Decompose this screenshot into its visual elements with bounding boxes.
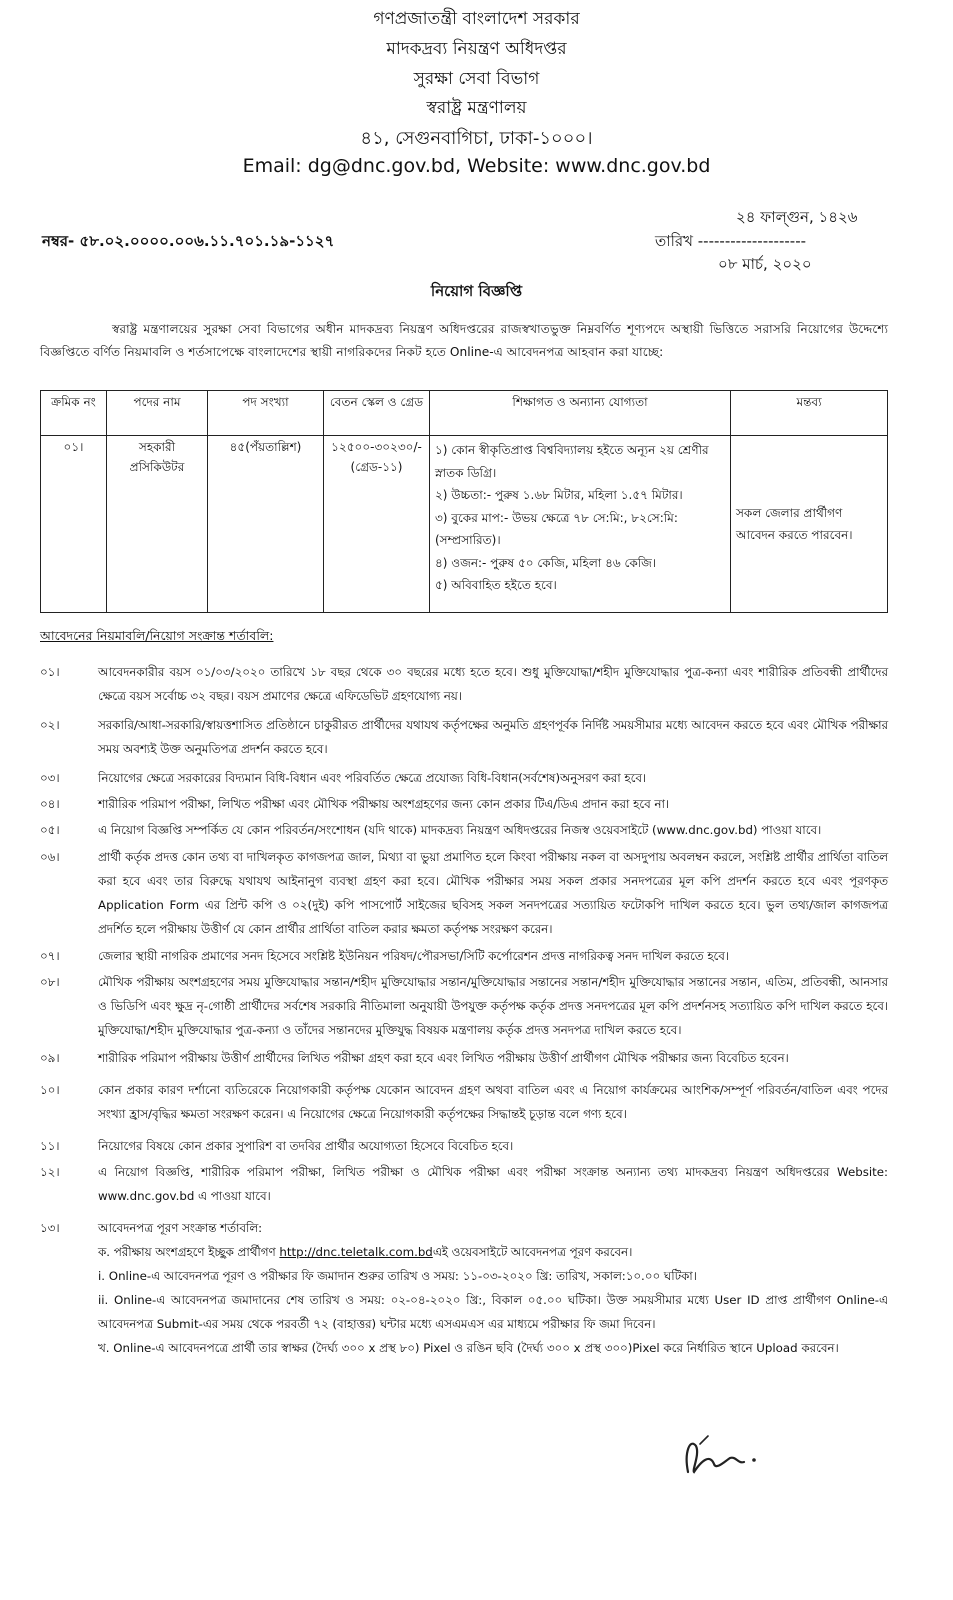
row-qualifications [430,436,731,613]
rule-13-ii: ii. Online-এ আবেদনপত্র জমাদানের শেষ তারিখ ও সময়: ০২-০৪-২০২০ খ্রি:, বিকাল ০৫.০০ ঘটিকা। উক্ত সময়সীমার মধ্যে User ID প্রাপ্ত প্রার্থীগণ Online-এ আবেদনপত্র Submit-এর সময় থেকে পরবর্তী ৭২ (বাহাত্তর) ঘন্টার মধ্যে এসএমএস এর মাধ্যমে পরীক্ষার ফি জমা দিবেন। [98,1293,888,1331]
header-division: সুরক্ষা সেবা বিভাগ [413,69,540,89]
rule-item [40,713,888,761]
row-remarks: সকল জেলার প্রার্থীগণ আবেদন করতে পারবেন। [731,436,888,613]
header-contact: Email: dg@dnc.gov.bd, Website: www.dnc.gov.bd [242,155,711,177]
rule-text: মৌখিক পরীক্ষায় অংশগ্রহণের সময় মুক্তিযোদ্ধার সন্তান/শহীদ মুক্তিযোদ্ধার সন্তান/মুক্তিযোদ্ধার সন্তানের সন্তান/শহীদ মুক্তিযোদ্ধার সন্তানের সন্তান, এতিম, প্রতিবন্ধী, আনসার ও ভিডিপি এবং ক্ষুদ্র নৃ-গোষ্ঠী প্রার্থীদের সর্বশেষ সরকারি নীতিমালা অনুযায়ী উপযুক্ত কর্তৃপক্ষ কর্তৃক প্রদত্ত সনদপত্রের মূল কপি প্রদর্শনসহ সত্যায়িত কপি দাখিল করতে হবে। মুক্তিযোদ্ধা/শহীদ মুক্তিযোদ্ধার পুত্র-কন্যা ও তাঁদের সন্তানদের মুক্তিযুদ্ধ বিষয়ক মন্ত্রণালয় কর্তৃক প্রদত্ত সনদপত্র দাখিল করতে হবে। [98,975,888,1037]
rule-text: প্রার্থী কর্তৃক প্রদত্ত কোন তথ্য বা দাখিলকৃত কাগজপত্র জাল, মিথ্যা বা ভুয়া প্রমাণিত হলে কিংবা পরীক্ষায় নকল বা অসদুপায় অবলম্বন করলে, সংশ্লিষ্ট প্রার্থীর প্রার্থিতা বাতিল করা হবে এবং তার বিরুদ্ধে যথাযথ আইনানুগ ব্যবস্থা গ্রহণ করা হবে। মৌখিক পরীক্ষার সময় সকল প্রকার সনদপত্রের মূল কপি প্রদর্শন করতে হবে এবং পূরণকৃত Application Form এর প্রিন্ট কপি ও ০২(দুই) কপি পাসপোর্ট সাইজের ছবিসহ সকল সনদপত্রের সত্যায়িত ফটোকপি দাখিল করতে হবে। ভুল তথ্য/জাল কাগজপত্র প্রদর্শিত হলে পরীক্ষায় উত্তীর্ণ যে কোন প্রার্থীর প্রার্থিতা বাতিল করার ক্ষমতা কর্তৃপক্ষ সংরক্ষণ করেন। [98,850,888,936]
rule-text: কোন প্রকার কারণ দর্শানো ব্যতিরেকে নিয়োগকারী কর্তৃপক্ষ যেকোন আবেদন গ্রহণ অথবা বাতিল এবং এ নিয়োগ কার্যক্রমের আংশিক/সম্পূর্ণ পরিবর্তন/বাতিল এবং পদের সংখ্যা হ্রাস/বৃদ্ধির ক্ষমতা সংরক্ষণ করেন। এ নিয়োগের ক্ষেত্রে নিয়োগকারী কর্তৃপক্ষের সিদ্ধান্তই চূড়ান্ত বলে গণ্য হবে। [98,1083,888,1121]
rule-number: ০৬। [40,850,60,864]
rule-text: আবেদনকারীর বয়স ০১/০৩/২০২০ তারিখে ১৮ বছর থেকে ৩০ বছরের মধ্যে হতে হবে। শুধু মুক্তিযোদ্ধা/শহীদ মুক্তিযোদ্ধার পুত্র-কন্যা এবং শারীরিক প্রতিবন্ধী প্রার্থীদের ক্ষেত্রে বয়স সর্বোচ্চ ৩২ বছর। বয়স প্রমাণের ক্ষেত্রে এফিডেভিট গ্রহণযোগ্য নয়। [98,665,888,703]
rule-text: এ নিয়োগ বিজ্ঞপ্তি, শারীরিক পরিমাপ পরীক্ষা, লিখিত পরীক্ষা ও মৌখিক পরীক্ষা এবং পরীক্ষা সংক্রান্ত অন্যান্য তথ্য মাদকদ্রব্য নিয়ন্ত্রণ অধিদপ্তরের Website: www.dnc.gov.bd এ পাওয়া যাবে। [98,1165,888,1203]
rule-13-ka [98,1240,888,1264]
rule-text: এ নিয়োগ বিজ্ঞপ্তি সম্পর্কিত যে কোন পরিবর্তন/সংশোধন (যদি থাকে) মাদকদ্রব্য নিয়ন্ত্রণ অধিদপ্তরের নিজস্ব ওয়েবসাইটে (www.dnc.gov.bd) পাওয়া যাবে। [98,823,822,837]
rule-number: ১২। [40,1165,60,1179]
row-count: ৪৫(পঁয়তাল্লিশ) [208,436,324,613]
rule-text: শারীরিক পরিমাপ পরীক্ষায় উত্তীর্ণ প্রার্থীদের লিখিত পরীক্ষা গ্রহণ করা হবে এবং লিখিত পরীক্ষায় উত্তীর্ণ প্রার্থীগণ মৌখিক পরীক্ষার জন্য বিবেচিত হবেন। [98,1051,789,1065]
rule-13-kha: খ. Online-এ আবেদনপত্রে প্রার্থী তার স্বাক্ষর (দৈর্ঘ্য ৩০০ x প্রস্থ ৮০) Pixel ও রঙিন ছবি (দৈর্ঘ্য ৩০০ x প্রস্থ ৩০০)Pixel করে নির্ধারিত স্থানে Upload করবেন। [98,1341,839,1355]
row-scale [324,436,430,613]
row-post: সহকারী প্রসিকিউটর [107,436,208,613]
header-department: মাদকদ্রব্য নিয়ন্ত্রণ অধিদপ্তর [386,39,567,59]
rule-13-body [98,1216,888,1360]
rule-number: ১০। [40,1083,60,1097]
grade-value: (গ্রেড-১১) [350,460,403,474]
rule-13-heading: আবেদনপত্র পূরণ সংক্রান্ত শর্তাবলি: [98,1221,263,1235]
rule-number: ০৩। [40,771,60,785]
rule-item [40,1078,888,1126]
col-scale: বেতন স্কেল ও গ্রেড [324,391,430,436]
qualification-item: ৪) ওজন:- পুরুষ ৫০ কেজি, মহিলা ৪৬ কেজি। [435,555,657,570]
rule-13-ka-prefix: ক. পরীক্ষায় অংশগ্রহণে ইচ্ছুক প্রার্থীগণ [98,1245,276,1259]
rule-number: ০৯। [40,1051,60,1065]
header-ministry: স্বরাষ্ট্র মন্ত্রণালয় [426,98,527,118]
rule-text: জেলার স্থায়ী নাগরিক প্রমাণের সনদ হিসেবে সংশ্লিষ্ট ইউনিয়ন পরিষদ/পৌরসভা/সিটি কর্পোরেশন প্রদত্ত নাগরিকত্ব সনদ দাখিল করতে হবে। [98,949,730,963]
col-serial: ক্রমিক নং [41,391,107,436]
rule-item [40,970,888,1042]
col-count: পদ সংখ্যা [208,391,324,436]
qualification-item: ৫) অবিবাহিত হইতে হবে। [435,578,557,592]
teletalk-link[interactable]: http://dnc.teletalk.com.bd [279,1245,433,1259]
header-govt: গণপ্রজাতন্ত্রী বাংলাদেশ সরকার [373,9,580,29]
post-table [40,390,888,613]
rule-item [40,1160,888,1208]
scale-value: ১২৫০০-৩০২৩০/- [331,440,422,454]
rule-number: ০২। [40,718,60,732]
rule-item-13 [40,1216,888,1360]
rule-number: ০৫। [40,823,60,837]
rule-number: ০৪। [40,797,60,811]
col-post: পদের নাম [107,391,208,436]
rule-item [40,818,888,842]
rule-item [40,845,888,941]
rule-number: ০৮। [40,975,60,989]
notice-title: নিয়োগ বিজ্ঞপ্তি [430,282,523,300]
rules-heading: আবেদনের নিয়মাবলি/নিয়োগ সংক্রান্ত শর্তাবলি: [40,628,274,643]
rule-text: শারীরিক পরিমাপ পরীক্ষা, লিখিত পরীক্ষা এবং মৌখিক পরীক্ষায় অংশগ্রহণের জন্য কোন প্রকার টিএ/ডিএ প্রদান করা হবে না। [98,797,670,811]
rule-13-i: i. Online-এ আবেদনপত্র পূরণ ও পরীক্ষার ফি জমাদান শুরুর তারিখ ও সময়: ১১-০৩-২০২০ খ্রি: তারিখ, সকাল:১০.০০ ঘটিকা। [98,1269,697,1283]
rule-item [40,660,888,708]
rule-item [40,1046,888,1070]
memo-reference: নম্বর- ৫৮.০২.০০০০.০০৬.১১.৭০১.১৯-১১২৭ [42,232,335,250]
memo-date-bangla: ২৪ ফাল্গুন, ১৪২৬ [736,208,858,226]
rule-text: নিয়োগের বিষয়ে কোন প্রকার সুপারিশ বা তদবির প্রার্থীর অযোগ্যতা হিসেবে বিবেচিত হবে। [98,1139,514,1153]
col-remarks: মন্তব্য [731,391,888,436]
intro-paragraph: স্বরাষ্ট্র মন্ত্রণালয়ের সুরক্ষা সেবা বিভাগের অধীন মাদকদ্রব্য নিয়ন্ত্রণ অধিদপ্তরের রাজস্বখাতভুক্ত নিম্নবর্ণিত শূণ্যপদে অস্থায়ী ভিত্তিতে সরাসরি নিয়োগের উদ্দেশ্যে বিজ্ঞপ্তিতে বর্ণিত নিয়মাবলি ও শর্তসাপেক্ষে বাংলাদেশের স্থায়ী নাগরিকদের নিকট হতে Online-এ আবেদনপত্র আহবান করা যাচ্ছে: [40,322,888,359]
table-row [41,436,888,613]
rule-number: ১১। [40,1139,60,1153]
rule-item [40,944,888,968]
rule-number: ০৭। [40,949,60,963]
rule-number: ১৩। [40,1221,60,1235]
memo-date-english: ০৮ মার্চ, ২০২০ [718,255,812,273]
rule-text: সরকারি/আধা-সরকারি/স্বায়ত্তশাসিত প্রতিষ্ঠানে চাকুরীরত প্রার্থীদের যথাযথ কর্তৃপক্ষের অনুমতি গ্রহণপূর্বক নির্দিষ্ট সময়সীমার মধ্যে আবেদন করতে হবে এবং মৌখিক পরীক্ষার সময় অবশ্যই উক্ত অনুমতিপত্র প্রদর্শন করতে হবে। [98,718,888,756]
table-header-row [41,391,888,436]
header-address: ৪১, সেগুনবাগিচা, ঢাকা-১০০০। [360,128,593,149]
rule-text: নিয়োগের ক্ষেত্রে সরকারের বিদ্যমান বিধি-বিধান এবং পরিবর্তিত ক্ষেত্রে প্রযোজ্য বিধি-বিধান(সর্বশেষ)অনুসরণ করা হবে। [98,771,647,785]
rule-13-ka-suffix: এই ওয়েবসাইটে আবেদনপত্র পূরণ করবেন। [432,1245,633,1259]
rule-item [40,792,888,816]
rule-item [40,1134,888,1158]
rules-list [40,660,888,1360]
qualification-item: ৩) বুকের মাপ:- উভয় ক্ষেত্রে ৭৮ সে:মি:, ৮২সে:মি: (সম্প্রসারিত)। [435,510,678,547]
rule-item [40,766,888,790]
rule-number: ০১। [40,665,60,679]
memo-date-label: তারিখ -------------------- [655,232,807,250]
signature-image [680,1432,790,1482]
qualification-item: ২) উচ্চতা:- পুরুষ ১.৬৮ মিটার, মহিলা ১.৫৭ মিটার। [435,488,683,502]
row-serial: ০১। [41,436,107,613]
qualification-item: ১) কোন স্বীকৃতিপ্রাপ্ত বিশ্ববিদ্যালয় হইতে অন্যূন ২য় শ্রেণীর স্নাতক ডিগ্রি। [435,443,709,480]
col-qualification: শিক্ষাগত ও অন্যান্য যোগ্যতা [430,391,731,436]
